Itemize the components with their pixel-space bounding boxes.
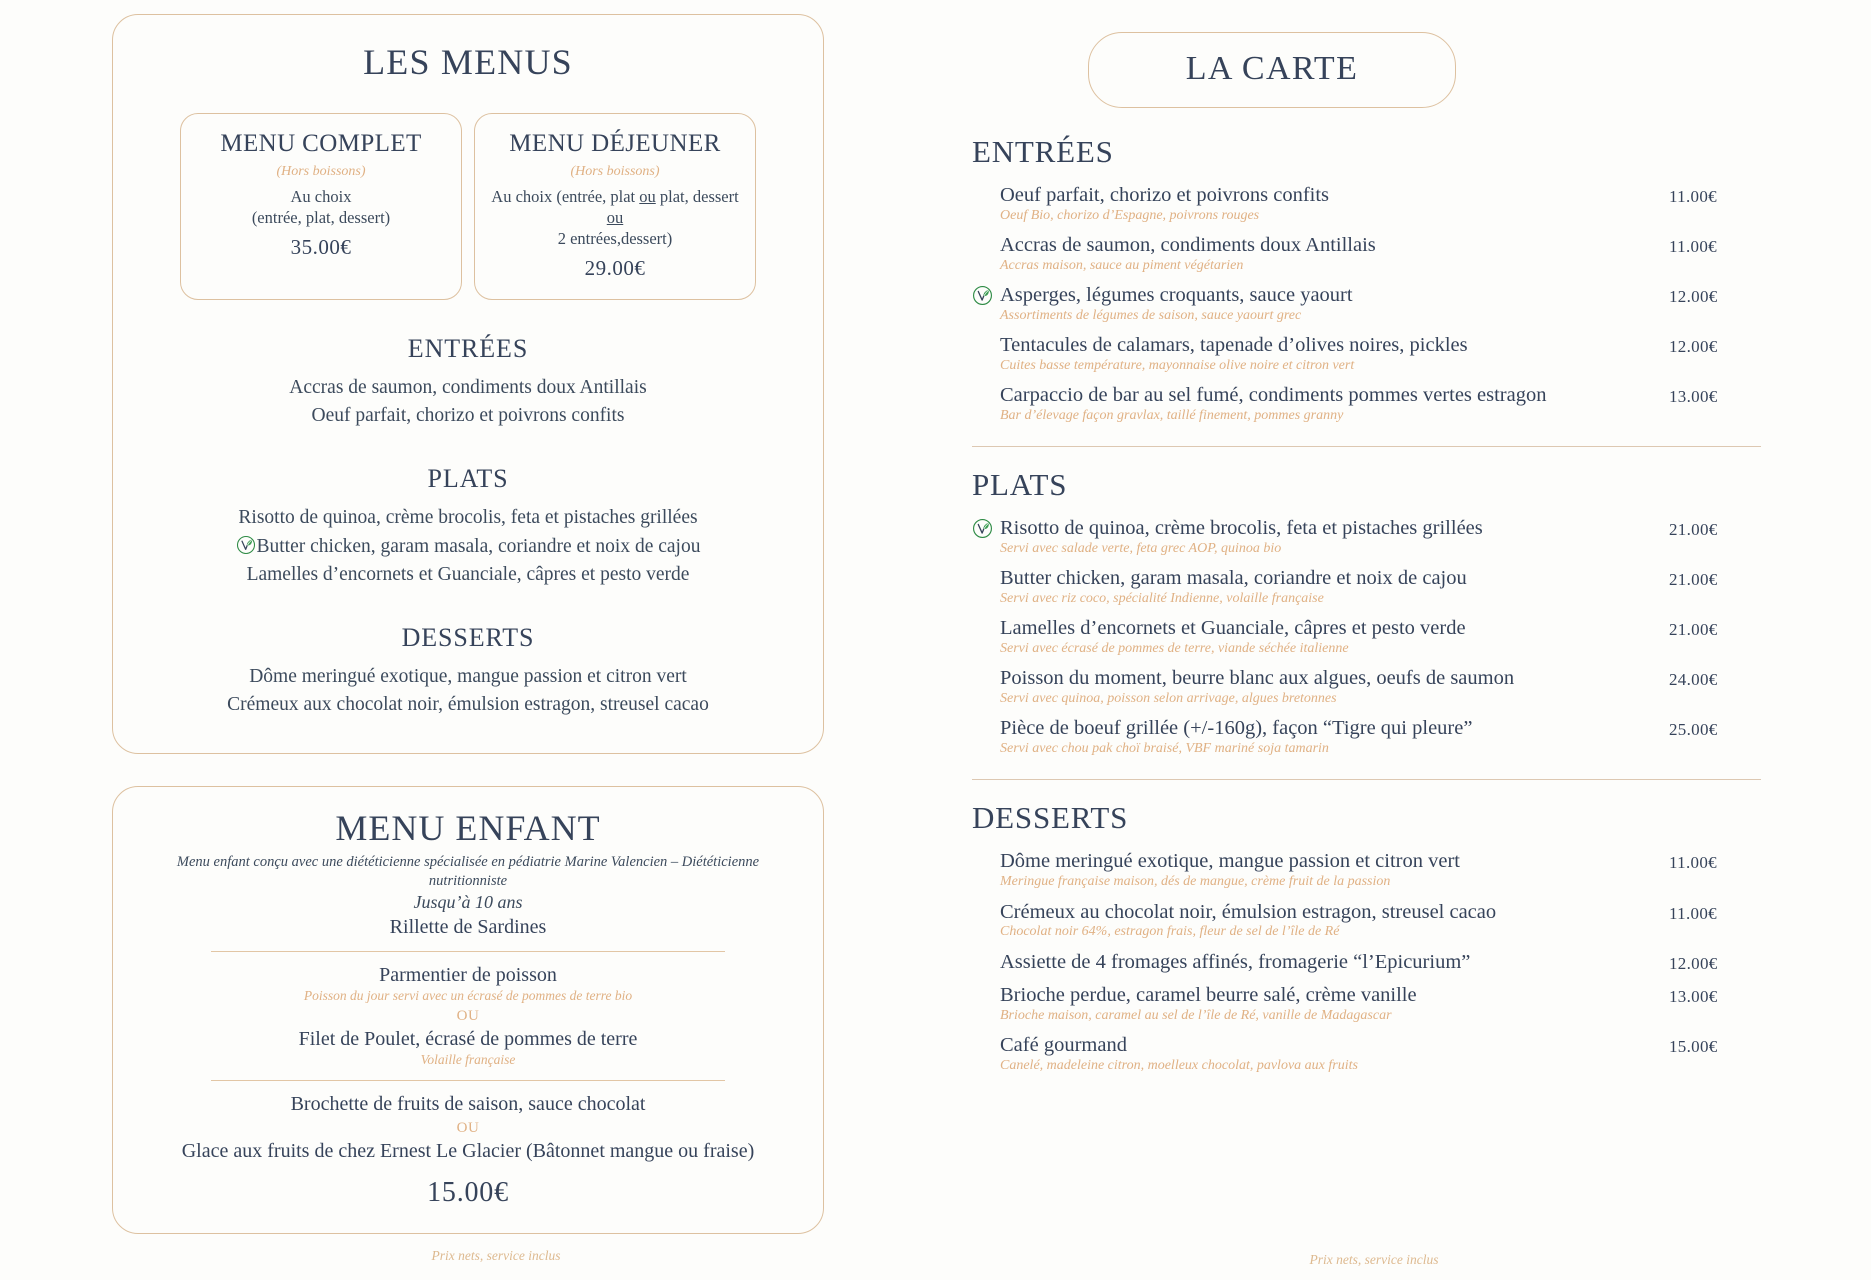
carte-item: [972, 617, 1761, 657]
menu-complet-desc-line1: Au choix: [290, 187, 352, 206]
carte-item-price: 11.00€: [1669, 237, 1717, 257]
la-carte-pill: [1088, 32, 1456, 108]
carte-item-text: [972, 667, 1669, 707]
section-divider: [972, 779, 1761, 780]
carte-item: [972, 284, 1761, 324]
menu-enfant-card: [112, 786, 824, 1234]
carte-item-name: Pièce de boeuf grillée (+/-160g), façon “Tigre qui pleure”: [1000, 717, 1473, 740]
carte-item-price: 21.00€: [1669, 570, 1718, 590]
carte-item: [972, 517, 1761, 557]
vegetarian-leaf-icon: [236, 535, 256, 555]
carte-item: [972, 717, 1761, 757]
les-menus-card: [112, 14, 824, 754]
menu-enfant-main-2-desc: Volaille française: [420, 1051, 516, 1067]
carte-item-description: Servi avec salade verte, feta grec AOP, quinoa bio: [1000, 541, 1282, 557]
carte-item-name: Asperges, légumes croquants, sauce yaourt: [1000, 284, 1353, 307]
carte-item-description: Canelé, madeleine citron, moelleux chocolat, pavlova aux fruits: [1000, 1057, 1358, 1073]
carte-item: [972, 901, 1761, 941]
menus-section-title: PLATS: [427, 464, 509, 494]
carte-item-description: Bar d’élevage façon gravlax, taillé finement, pommes granny: [1000, 408, 1344, 424]
carte-item: [972, 184, 1761, 224]
la-carte-title: LA CARTE: [1185, 50, 1359, 87]
carte-item-description: Brioche maison, caramel au sel de l’île de Ré, vanille de Madagascar: [1000, 1007, 1392, 1023]
menu-enfant-price: 15.00€: [427, 1176, 509, 1208]
carte-item: [972, 951, 1761, 974]
menu-enfant-or-1: OU: [456, 1007, 480, 1024]
carte-item-text: [972, 517, 1669, 557]
vegetarian-leaf-icon: [972, 285, 994, 308]
vegetarian-leaf-icon: [972, 518, 993, 539]
carte-item: [972, 1034, 1761, 1074]
menus-dish-name: Butter chicken, garam masala, coriandre et noix de cajou: [256, 535, 701, 557]
menus-dish-name: Lamelles d’encornets et Guanciale, câpres et pesto verde: [246, 563, 690, 585]
carte-item-description: Meringue française maison, dés de mangue, crème fruit de la passion: [1000, 874, 1391, 890]
carte-item-name: Brioche perdue, caramel beurre salé, crème vanille: [1000, 983, 1417, 1006]
menu-dejeuner-desc-line2: 2 entrées,dessert): [557, 229, 673, 249]
carte-item-name: Dôme meringué exotique, mangue passion et citron vert: [1000, 850, 1460, 873]
menu-complet-desc: [193, 186, 449, 228]
carte-item-description: Cuites basse température, mayonnaise olive noire et citron vert: [1000, 358, 1355, 374]
carte-item-name: Butter chicken, garam masala, coriandre et noix de cajou: [1000, 567, 1467, 590]
carte-item-name: Assiette de 4 fromages affinés, fromagerie “l’Epicurium”: [1000, 950, 1471, 973]
menu-dejeuner-title: MENU DÉJEUNER: [509, 130, 721, 157]
menus-dish-item: [143, 504, 793, 532]
carte-item-text: [972, 184, 1669, 224]
carte-item-text: [972, 384, 1669, 424]
menu-enfant-starter: Rillette de Sardines: [389, 915, 547, 938]
menu-dejeuner-box[interactable]: [474, 113, 756, 300]
menu-dejeuner-desc-b: plat, dessert: [655, 187, 739, 206]
formula-row: [143, 113, 793, 300]
menus-dish-item: [143, 533, 793, 561]
carte-item-description: Servi avec écrasé de pommes de terre, viande séchée italienne: [1000, 641, 1349, 657]
carte-item-price: 21.00€: [1669, 520, 1718, 540]
carte-item-name: Oeuf parfait, chorizo et poivrons confits: [1000, 184, 1330, 206]
menu-enfant-main-1: Parmentier de poisson: [379, 963, 557, 986]
carte-item-name: Carpaccio de bar au sel fumé, condiments pommes vertes estragon: [1000, 384, 1547, 407]
carte-item: [972, 384, 1761, 424]
menus-dish-name: Oeuf parfait, chorizo et poivrons confits: [311, 405, 625, 427]
carte-item-text: [972, 901, 1669, 941]
carte-section-title: PLATS: [972, 467, 1068, 503]
right-footnote: Prix nets, service inclus: [1309, 1252, 1439, 1267]
carte-item-name: Accras de saumon, condiments doux Antillais: [1000, 234, 1376, 257]
menu-enfant-subtitle: Menu enfant conçu avec une diététicienne spécialisée en pédiatrie Marine Valencien – Diététicienne nutritionniste: [176, 853, 760, 889]
les-menus-sections: [143, 334, 793, 719]
carte-item: [972, 234, 1761, 274]
menu-complet-note: (Hors boissons): [276, 164, 366, 179]
menus-dish-item: [143, 663, 793, 691]
menus-dish-list: [143, 374, 793, 430]
carte-item-price: 12.00€: [1669, 287, 1718, 307]
menus-dish-name: Accras de saumon, condiments doux Antillais: [289, 377, 647, 399]
menu-enfant-main-1-desc: Poisson du jour servi avec un écrasé de pommes de terre bio: [303, 987, 633, 1003]
menus-dish-item: [143, 561, 793, 589]
carte-section-title: ENTRÉES: [972, 134, 1114, 169]
carte-item-price: 12.00€: [1669, 337, 1718, 357]
carte-item: [972, 850, 1761, 890]
menus-dish-name: Crémeux aux chocolat noir, émulsion estragon, streusel cacao: [227, 693, 709, 715]
menu-complet-price: 35.00€: [290, 235, 352, 260]
menu-enfant-or-2: OU: [456, 1119, 480, 1136]
menu-complet-title: MENU COMPLET: [220, 130, 422, 157]
carte-item-text: [972, 284, 1669, 324]
carte-item-text: [972, 334, 1669, 374]
carte-item: [972, 567, 1761, 607]
carte-item-description: Oeuf Bio, chorizo d’Espagne, poivrons rouges: [1000, 207, 1260, 223]
menu-enfant-title: MENU ENFANT: [335, 807, 601, 848]
carte-item-price: 15.00€: [1669, 1036, 1718, 1056]
right-column: [880, 0, 1871, 1280]
menus-dish-item: [143, 374, 793, 402]
menu-dejeuner-price: 29.00€: [584, 256, 646, 281]
carte-item-text: [972, 1034, 1669, 1074]
carte-item-price: 13.00€: [1669, 387, 1718, 407]
menu-dejeuner-desc-a: Au choix (entrée, plat: [491, 187, 640, 206]
carte-item-name: Lamelles d’encornets et Guanciale, câpres et pesto verde: [1000, 617, 1466, 640]
carte-item-text: [972, 234, 1669, 274]
carte-item-description: Servi avec quinoa, poisson selon arrivage, algues bretonnes: [1000, 691, 1337, 707]
menus-dish-list: [143, 504, 793, 588]
carte-item: [972, 334, 1761, 374]
carte-item-name: Risotto de quinoa, crème brocolis, feta et pistaches grillées: [1000, 517, 1483, 540]
carte-item-text: [972, 717, 1669, 757]
carte-item-price: 24.00€: [1669, 670, 1718, 690]
menu-enfant-main-2: Filet de Poulet, écrasé de pommes de terre: [298, 1027, 638, 1050]
vegetarian-leaf-icon: [972, 285, 993, 306]
menus-section-title: DESSERTS: [401, 622, 535, 652]
menus-dish-name: Dôme meringué exotique, mangue passion et citron vert: [249, 665, 687, 687]
left-column: [0, 0, 880, 1280]
carte-item-price: 11.00€: [1669, 187, 1717, 206]
menus-dish-list: [143, 663, 793, 719]
menu-dejeuner-note: (Hors boissons): [570, 164, 660, 179]
left-footnote: Prix nets, service inclus: [431, 1247, 561, 1263]
menu-dejeuner-desc-u2: ou: [606, 208, 624, 228]
menus-dish-name: Risotto de quinoa, crème brocolis, feta et pistaches grillées: [238, 507, 698, 529]
carte-item: [972, 984, 1761, 1024]
les-menus-title: LES MENUS: [363, 42, 573, 82]
menu-enfant-age: Jusqu’à 10 ans: [413, 891, 523, 912]
menu-enfant-divider-2: [211, 1080, 725, 1081]
menu-enfant-divider-1: [211, 951, 725, 952]
carte-item-text: [972, 850, 1669, 890]
carte-item-description: Chocolat noir 64%, estragon frais, fleur de sel de l’île de Ré: [1000, 924, 1340, 940]
carte-item-name: Poisson du moment, beurre blanc aux algues, oeufs de saumon: [1000, 667, 1515, 690]
carte-item-description: Servi avec chou pak choï braisé, VBF mariné soja tamarin: [1000, 741, 1329, 757]
carte-item-description: Accras maison, sauce au piment végétarien: [1000, 258, 1244, 273]
carte-item-price: 21.00€: [1669, 620, 1718, 640]
carte-item: [972, 667, 1761, 707]
carte-item-price: 13.00€: [1669, 986, 1718, 1006]
carte-item-price: 11.00€: [1669, 903, 1717, 923]
carte-item-price: 25.00€: [1669, 720, 1718, 740]
carte-item-description: Assortiments de légumes de saison, sauce yaourt grec: [1000, 308, 1302, 324]
carte-item-price: 12.00€: [1669, 953, 1718, 973]
carte-item-name: Crémeux au chocolat noir, émulsion estragon, streusel cacao: [1000, 900, 1497, 923]
la-carte-sections: [972, 134, 1761, 1074]
carte-section-title: DESSERTS: [972, 800, 1129, 836]
carte-item-text: [972, 984, 1669, 1024]
carte-item-description: Servi avec riz coco, spécialité Indienne, volaille française: [1000, 591, 1324, 607]
carte-item-text: [972, 567, 1669, 607]
menu-complet-box[interactable]: [180, 113, 462, 300]
menu-dejeuner-desc: [487, 186, 743, 249]
section-divider: [972, 446, 1761, 447]
menu-complet-desc-line2: (entrée, plat, dessert): [251, 208, 391, 228]
menu-dejeuner-desc-u1: ou: [639, 187, 656, 206]
menus-section-title: ENTRÉES: [407, 334, 529, 364]
carte-item-text: [972, 617, 1669, 657]
vegetarian-leaf-icon: [972, 518, 994, 541]
carte-item-name: Tentacules de calamars, tapenade d’olives noires, pickles: [1000, 334, 1468, 357]
carte-item-text: [972, 951, 1669, 974]
carte-item-price: 11.00€: [1669, 853, 1717, 873]
menus-dish-item: [143, 402, 793, 430]
menu-enfant-dessert-1: Brochette de fruits de saison, sauce chocolat: [290, 1092, 646, 1115]
menus-dish-item: [143, 691, 793, 719]
carte-item-name: Café gourmand: [1000, 1033, 1127, 1056]
menu-enfant-dessert-2: Glace aux fruits de chez Ernest Le Glacier (Bâtonnet mangue ou fraise): [181, 1139, 755, 1162]
